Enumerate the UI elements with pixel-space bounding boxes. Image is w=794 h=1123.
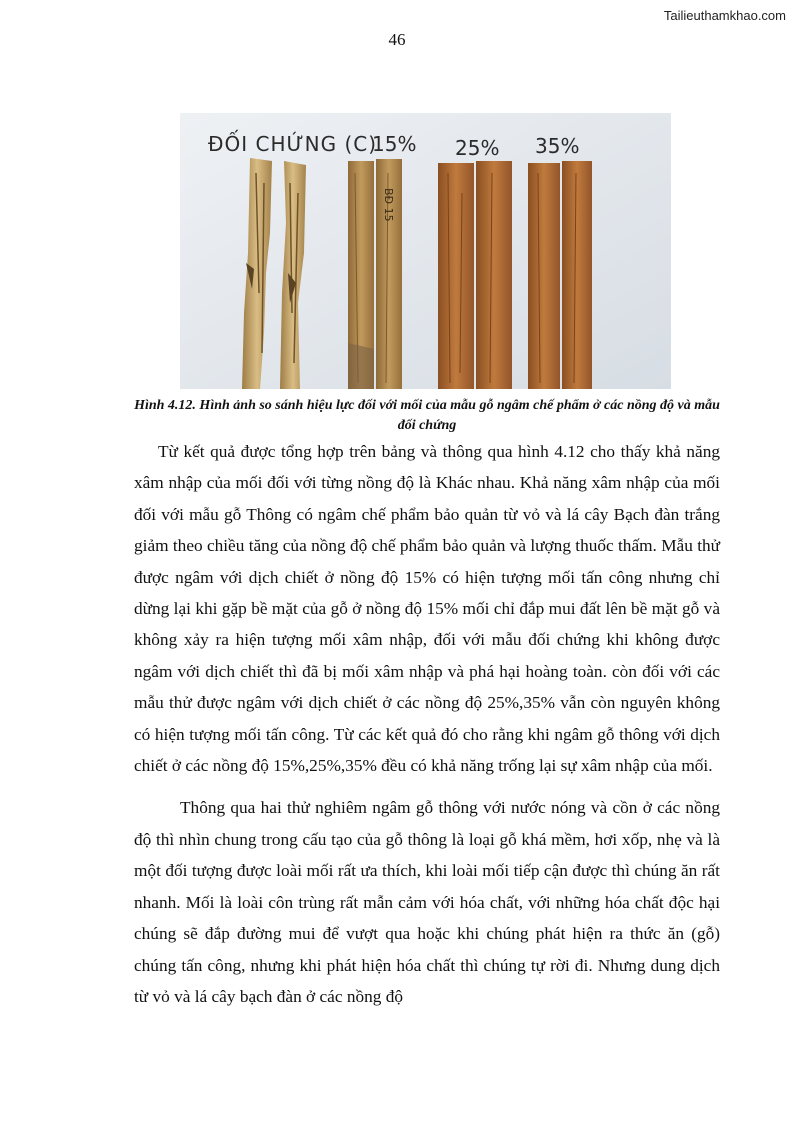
stick-stamp: BĐ 15 — [382, 188, 395, 222]
label-35: 35% — [535, 134, 580, 158]
figure-photo — [180, 113, 671, 389]
paragraph-1: Từ kết quả được tổng hợp trên bảng và thông qua hình 4.12 cho thấy khả năng xâm nhập của mối đối với từng nồng độ là Khác nhau. Khả năng xâm nhập của mối đối với mẫu gỗ Thông có ngâm chế phẩm bảo quản từ vỏ và lá cây Bạch đàn trắng giảm theo chiều tăng của nồng độ chế phẩm bảo quản và lượng thuốc thấm. Mẫu thử được ngâm với dịch chiết ở nồng độ 15% có hiện tượng mối tấn công nhưng chỉ dừng lại khi gặp bề mặt của gỗ ở nồng độ 15% mối chỉ đắp mui đất lên bề mặt gỗ và không xảy ra hiện tượng mối xâm nhập, đối với mẫu đối chứng khi không được ngâm với dịch chiết thì đã bị mối xâm nhập và phá hại hoàng toàn. còn đối với các mẫu thử được ngâm với dịch chiết ở các nồng độ 25%,35% vẫn còn nguyên không có hiện tượng mối tấn công. Từ các kết quả đó cho rằng khi ngâm gỗ thông với dịch chiết ở các nồng độ 15%,25%,35% đều có khả năng trống lại sự xâm nhập của mối. — [134, 442, 721, 776]
paragraph-2: Thông qua hai thử nghiêm ngâm gỗ thông với nước nóng và cồn ở các nồng độ thì nhìn chung trong cấu tạo của gỗ thông là loại gỗ khá mềm, hơi xốp, nhẹ và là một đối tượng được loài mối rất ưa thích, khi loài mối tiếp cận được thì chúng ăn rất nhanh. Mối là loài côn trùng rất mẫn cảm với hóa chất, với những hóa chất độc hại chúng sẽ đắp đường mui để vượt qua hoặc khi chúng phát hiện ra thức ăn (gỗ) chúng tấn công, nhưng khi phát hiện hóa chất thì chúng tự rời đi. Nhưng dung dịch từ vỏ và lá cây bạch đàn ở các nồng độ — [134, 798, 720, 1006]
page-number: 46 — [388, 30, 406, 49]
body-text — [134, 436, 720, 1012]
figure-caption: Hình 4.12. Hình ảnh so sánh hiệu lực đối với mối của mẫu gỗ ngâm chế phẩm ở các nồng độ và mẫu đối chứng — [134, 398, 720, 433]
label-control: ĐỐI CHỨNG (C) — [208, 132, 378, 156]
label-15: 15% — [372, 132, 417, 156]
sample-35-sticks — [528, 161, 592, 389]
label-25: 25% — [455, 136, 500, 160]
watermark: Tailieuthamkhao.com — [663, 8, 786, 23]
